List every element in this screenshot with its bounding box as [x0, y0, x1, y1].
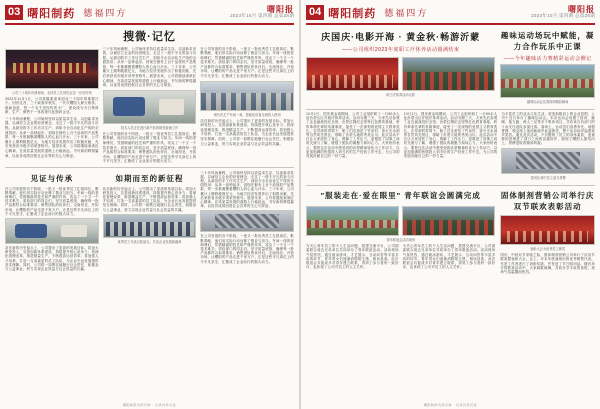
left-bcol1-body: 在公司发展的各个阶段，一批又一批优秀员工扎根岗位、默默奉献，他们用实际行动诠释了敬业与担当。车间一线的老师傅们，凭借精湛的技艺和严谨的作风，攻克了一个又一个技术难关；质检部门的同志们，坚守质量底线，确保每一批产品都符合标准要求；销售团队的伙伴们，走南闯北、开拓市场，让曙阳的产品走进千家万户。正是这些平凡岗位上的不平凡坚守，汇聚成了企业前行的强大动力。 [5, 186, 99, 216]
team-photo-caption: 优秀员工代表合影留念，共话企业发展新篇章 [117, 239, 182, 244]
masthead-org-right: 曙阳报 [568, 5, 595, 15]
left-main-headline: 搜微·记忆 [123, 30, 176, 43]
left-columns-top [5, 47, 294, 165]
tour-group-photo-left [306, 57, 399, 91]
right-bottom-right-body: 国庆、中秋双节来临之际，固体制剂营销公司举行了庆双节联欢暨表彰大会。会上，对本年度涌现出的优秀销售代表、先进工作者进行了表彰奖励，并发放了节日慰问品。随后举行的联欢活动中，大家载歌载舞，共同分享丰收的喜悦，现场气氛温馨而热烈。 [500, 253, 595, 274]
left-columns-bottom [5, 171, 294, 272]
youth-photo-right-wrap [402, 204, 495, 238]
right-bcol-1 [306, 244, 399, 269]
youth-party-photo-right [402, 206, 495, 236]
right-bcol-2 [403, 244, 496, 269]
right-subheadline-2: ——今年趣味活力赛精彩运动会侧记 [503, 55, 592, 62]
left-article-body: 三十年风雨兼程，公司始终坚持以质量求生存、以创新求发展、以诚信立企业的经营理念，走过了一段不平凡的奋斗历程。从最初的手工作坊式生产，到如今全自动化生产线的全面投用；从单一品种起步，到现在拥有上百个品规的产品集群，每一步都凝聚着曙阳人的心血与汗水。三十年来，公司累计上缴利税数亿元，为地方经济发展作出了积极贡献，先后荣获省市级多项荣誉称号。展望未来，公司将继续秉承匠心精神，在高质量发展的道路上行稳致远，书写新的辉煌篇章，以优异成绩回报社会各界的关心与厚爱。 [5, 116, 99, 158]
left-col2-body: 三十年风雨兼程，公司始终坚持以质量求生存、以创新求发展、以诚信立企业的经营理念，走过了一段不平凡的奋斗历程。从最初的手工作坊式生产，到如今全自动化生产线的全面投用；从单一品种起步，到现在拥有上百个品规的产品集群，每一步都凝聚着曙阳人的心血与汗水。三十年来，公司累计上缴利税数亿元，为地方经济发展作出了积极贡献，先后荣获省市级多项荣誉称号。展望未来，公司将继续秉承匠心精神，在高质量发展的道路上行稳致远，书写新的辉煌篇章，以优异成绩回报社会各界的关心与厚爱。 [102, 46, 197, 88]
right-masthead [306, 4, 595, 21]
youth-party-photo-left [306, 206, 399, 236]
right-col-1 [306, 112, 400, 182]
right-top-area [306, 28, 595, 106]
left-masthead [5, 4, 294, 21]
workshop-photo [200, 81, 294, 111]
lab-photo-2 [5, 218, 99, 244]
youth-photo-row [306, 204, 495, 238]
right-top-left [306, 28, 495, 106]
right-col-3 [501, 112, 595, 182]
right-divider-1 [306, 109, 595, 110]
right-headline-2: 趣味运动场玩中赋能，凝力合作玩乐中正课 [500, 30, 595, 51]
masthead-slogan-right: 德福四方 [384, 8, 429, 18]
left-col3-body-2: 站在新的历史起点上，公司提出了更高的发展目标。将加大研发投入，完善创新体系建设，持续提升核心竞争力；将深化管理变革，推进精益生产，不断提高运营效率；将加强人才培养，打造一支高素质的员工队伍，为企业长远发展提供坚实保障。同时，公司将一如既往地履行社会责任，积极参与公益事业，努力实现企业效益与社会效益的共赢。 [200, 118, 295, 146]
right-headline-1: 庆国庆·电影开海 · 黄金秋·畅游沂蒙 [321, 31, 481, 42]
award-ceremony-photo [500, 215, 595, 245]
left-article-lead: 2023年11月1日，公司将隆重迎来创业三十周年的重要日子。回首往昔，三十载春华秋实，一代代曙阳人薪火相传、砥砺奋进，把一个名不见经传的小厂，建设成为今日集科研、生产、销售于一体的现代化制药企业。 [5, 96, 99, 115]
right-headline-3: "服装走在·爱在眼里" 青年联谊会圆满完成 [320, 191, 481, 201]
left-bcol-2 [103, 171, 197, 272]
right-masthead-meta [531, 6, 595, 19]
youth-photo-left-wrap [306, 204, 399, 238]
masthead-org-left: 曙阳报 [267, 5, 294, 15]
right-col2-body: 10月1日，国庆黄金周期间，公司工会组织职工一行50余人赴沂蒙山区开展疗休养活动。活动为期三天，大家先后参观了孟良崮战役纪念馆、沂蒙红嫂纪念馆等红色教育基地，聆听革命先辈的英雄事迹，接受了一次深刻的爱国主义教育洗礼。在导游的带领下，职工们还游览了竹泉村、萤火虫水洞等自然风光景区，领略了沂蒙大地的秀美山川。此次活动不仅让大家放松了身心、缓解了工作压力，更增进了同事之间的交流与了解，增强了团队的凝聚力和向心力。大家纷纷表示，要把这次活动中感受到的沂蒙精神转化为工作动力，以更加饱满的热情投入到今后的生产经营工作中去，为公司的发展贡献自己的一份力量。 [403, 112, 498, 159]
left-bcol3-body: 三十年风雨兼程，公司始终坚持以质量求生存、以创新求发展、以诚信立企业的经营理念，走过了一段不平凡的奋斗历程。从最初的手工作坊式生产，到如今全自动化生产线的全面投用；从单一品种起步，到现在拥有上百个品规的产品集群，每一步都凝聚着曙阳人的心血与汗水。三十年来，公司累计上缴利税数亿元，为地方经济发展作出了积极贡献，先后荣获省市级多项荣誉称号。展望未来，公司将继续秉承匠心精神，在高质量发展的道路上行稳致远，书写新的辉煌篇章，以优异成绩回报社会各界的关心与厚爱。 [200, 170, 295, 209]
left-col2-body-2: 在公司发展的各个阶段，一批又一批优秀员工扎根岗位、默默奉献，他们用实际行动诠释了敬业与担当。车间一线的老师傅们，凭借精湛的技艺和严谨的作风，攻克了一个又一个技术难关；质检部门的同志们，坚守质量底线，确保每一批产品都符合标准要求；销售团队的伙伴们，走南闯北、开拓市场，让曙阳的产品走进千家万户。正是这些平凡岗位上的不平凡坚守，汇聚成了企业前行的强大动力。 [102, 131, 197, 164]
left-masthead-meta [230, 6, 294, 19]
left-bcol2-body: 站在新的历史起点上，公司提出了更高的发展目标。将加大研发投入，完善创新体系建设，持续提升核心竞争力；将深化管理变革，推进精益生产，不断提高运营效率；将加强人才培养，打造一支高素质的员工队伍，为企业长远发展提供坚实保障。同时，公司将一如既往地履行社会责任，积极参与公益事业，努力实现企业效益与社会效益的共赢。 [102, 186, 197, 212]
right-col3-body: 为丰富员工的业余文化生活，营造积极向上的企业氛围，公司于近日举办了趣味运动会。本次运动会设置了拔河、跳绳、接力跑、两人三足等多个集体项目，共有来自各部门的十余支代表队参加比赛。赛场上，运动员们奋勇争先、顽强拼搏，观众席上加油助威声此起彼伏，整个运动场洋溢着欢声笑语。通过此次活动，不仅锻炼了员工的身体素质，更重要的是增进了部门之间的沟通协作，展现了曙阳人团结向上、拼搏进取的精神风貌。 [501, 112, 596, 146]
left-col-3 [200, 47, 294, 165]
right-bottom-area [306, 188, 595, 274]
right-bcol2-body: 为关心青年员工的个人生活问题，搭建交流平台，公司团委联合周边兄弟单位共同举办了青年联谊活动。活动现场气氛热烈，通过破冰游戏、才艺展示、互动问答等丰富多彩的环节，青年男女们逐渐消除陌生感，相谈甚欢。此次联谊会共促成多对青年建立联系，得到了参与者的一致好评，也体现了公司对员工的人文关怀。 [402, 244, 496, 270]
right-page-number: 04 [306, 5, 324, 20]
left-divider-1 [5, 167, 294, 168]
masthead-rule-right [306, 23, 595, 25]
left-footer-note: 曙阳制药内部刊物 · 仅供内部交流 [122, 403, 177, 407]
tug-of-war-caption: 拔河比赛中员工奋力拼搏 [530, 175, 566, 180]
sports-meeting-photo [500, 64, 595, 98]
youth-party-caption: 青年联谊会活动现场 [386, 238, 415, 243]
workshop-photo-caption: 现代化生产车间一角，智能化设备全面投入使用 [213, 112, 281, 117]
right-col-2 [404, 112, 498, 182]
left-sub-headline-2: 如期而至的新征程 [115, 173, 184, 183]
right-sheet [300, 0, 600, 409]
tug-of-war-photo [501, 148, 595, 174]
masthead-slogan: 德福四方 [83, 8, 128, 18]
award-ceremony-caption: 表彰大会为优秀员工颁奖 [530, 247, 566, 252]
right-bottom-text-cols [306, 244, 495, 269]
right-bottom-left [306, 188, 495, 274]
right-columns-mid [306, 112, 595, 182]
masthead-name-right: 曙阳制药 [328, 7, 377, 20]
left-sub-headline-1: 见证与传承 [30, 173, 74, 183]
right-subheadline-1: ——公司组织2023年度职工疗休养活动圆满结束 [341, 46, 460, 53]
tour-group-photo-right [402, 57, 495, 91]
sports-meeting-caption: 趣味运动会比赛现场精彩瞬间 [526, 99, 569, 104]
lab-photo [103, 90, 197, 124]
left-bcol-1 [5, 171, 99, 272]
right-bottom-right [500, 188, 595, 274]
lab-photo-caption: 技术人员正在进行新产品的研发检测工作 [120, 125, 179, 130]
right-divider-2 [306, 185, 595, 186]
left-bcol-3 [200, 171, 294, 272]
masthead-date-right: 2023年10月 第四期 总第28期 [531, 13, 595, 19]
right-col1-body: 10月1日，国庆黄金周期间，公司工会组织职工一行50余人赴沂蒙山区开展疗休养活动。活动为期三天，大家先后参观了孟良崮战役纪念馆、沂蒙红嫂纪念馆等红色教育基地，聆听革命先辈的英雄事迹，接受了一次深刻的爱国主义教育洗礼。在导游的带领下，职工们还游览了竹泉村、萤火虫水洞等自然风光景区，领略了沂蒙大地的秀美山川。此次活动不仅让大家放松了身心、缓解了工作压力，更增进了同事之间的交流与了解，增强了团队的凝聚力和向心力。大家纷纷表示，要把这次活动中感受到的沂蒙精神转化为工作动力，以更加饱满的热情投入到今后的生产经营工作中去，为公司的发展贡献自己的一份力量。 [306, 112, 400, 159]
left-bcol1-body-2: 站在新的历史起点上，公司提出了更高的发展目标。将加大研发投入，完善创新体系建设，持续提升核心竞争力；将深化管理变革，推进精益生产，不断提高运营效率；将加强人才培养，打造一支高素质的员工队伍，为企业长远发展提供坚实保障。同时，公司将一如既往地履行社会责任，积极参与公益事业，努力实现企业效益与社会效益的共赢。 [5, 245, 99, 271]
right-bcol1-body: 为关心青年员工的个人生活问题，搭建交流平台，公司团委联合周边兄弟单位共同举办了青年联谊活动。活动现场气氛热烈，通过破冰游戏、才艺展示、互动问答等丰富多彩的环节，青年男女们逐渐消除陌生感，相谈甚欢。此次联谊会共促成多对青年建立联系，得到了参与者的一致好评，也体现了公司对员工的人文关怀。 [306, 244, 399, 270]
masthead-name: 曙阳制药 [27, 7, 76, 20]
left-col-2 [103, 47, 197, 165]
masthead-date-left: 2023年10月 第四期 总第28期 [230, 13, 294, 19]
tour-photo-right-wrap [402, 55, 495, 93]
left-col-1 [5, 47, 99, 165]
tour-photo-left-wrap [306, 55, 399, 93]
left-page-number: 03 [5, 5, 23, 20]
equipment-photo [200, 210, 294, 232]
left-col3-body: 在公司发展的各个阶段，一批又一批优秀员工扎根岗位、默默奉献，他们用实际行动诠释了敬业与担当。车间一线的老师傅们，凭借精湛的技艺和严谨的作风，攻克了一个又一个技术难关；质检部门的同志们，坚守质量底线，确保每一批产品都符合标准要求；销售团队的伙伴们，走南闯北、开拓市场，让曙阳的产品走进千家万户。正是这些平凡岗位上的不平凡坚守，汇聚成了企业前行的强大动力。 [200, 46, 295, 79]
team-photo [103, 214, 197, 238]
anniversary-stage-caption: 公司三十周年庆典现场，全体员工共同见证这一历史时刻 [11, 90, 92, 95]
left-bcol3-body-2: 在公司发展的各个阶段，一批又一批优秀员工扎根岗位、默默奉献，他们用实际行动诠释了敬业与担当。车间一线的老师傅们，凭借精湛的技艺和严谨的作风，攻克了一个又一个技术难关；质检部门的同志们，坚守质量底线，确保每一批产品都符合标准要求；销售团队的伙伴们，走南闯北、开拓市场，让曙阳的产品走进千家万户。正是这些平凡岗位上的不平凡坚守，汇聚成了企业前行的强大动力。 [200, 234, 295, 264]
right-photo-row-1 [306, 55, 495, 93]
masthead-rule-left [5, 23, 294, 25]
right-footer-note: 曙阳制药内部刊物 · 仅供内部交流 [423, 403, 478, 407]
right-top-right [500, 28, 595, 106]
anniversary-stage-photo [5, 49, 99, 89]
right-headline-4: 固体制剂营销公司举行庆双节联欢表彰活动 [500, 191, 595, 212]
tour-photo-caption: 职工疗休养活动合影 [386, 92, 415, 97]
